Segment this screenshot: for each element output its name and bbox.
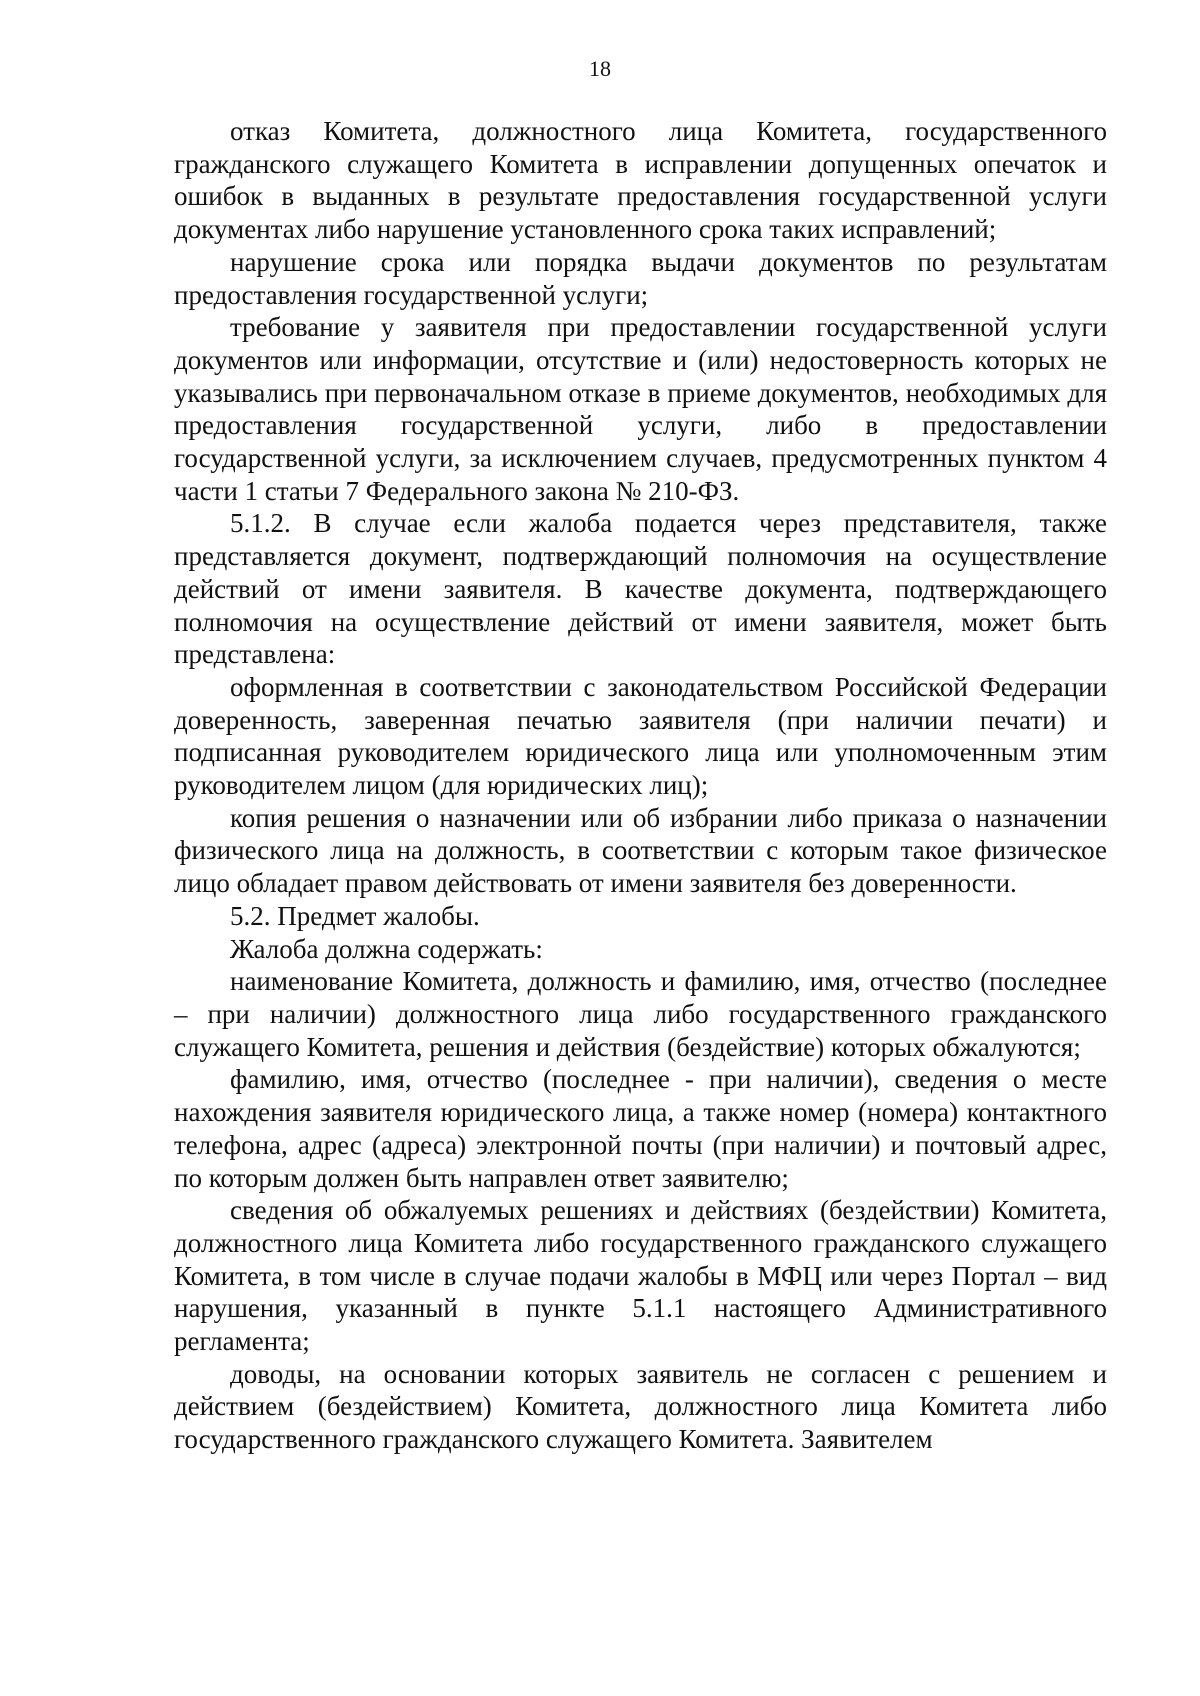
- document-body: [174, 115, 1107, 1456]
- paragraph-complaint-contents-intro: Жалоба должна содержать:: [230, 933, 543, 964]
- paragraph-applicant-details: фамилию, имя, отчество (последнее - при наличии), сведения о месте нахождения заявителя юридического лица, а также номер (номера) контактного телефона, адрес (адреса) электронной почты (при наличии) и почтовый адрес, по которым должен быть направлен ответ заявителю;: [174, 1064, 1107, 1193]
- paragraph-arguments: доводы, на основании которых заявитель не согласен с решением и действием (бездействием) Комитета, должностного лица Комитета либо государственного гражданского служащего Комитета. Заявителем: [174, 1358, 1107, 1455]
- paragraph-refusal-to-correct: отказ Комитета, должностного лица Комитета, государственного гражданского служащего Комитета в исправлении допущенных опечаток и ошибок в выданных в результате предоставления государственной услуги документах либо нарушение установленного срока таких исправлений;: [174, 116, 1107, 245]
- page-number: 18: [589, 56, 611, 81]
- paragraph-document-requirement: требование у заявителя при предоставлении государственной услуги документов или информации, отсутствие и (или) недостоверность которых не указывались при первоначальном отказе в приеме документов, необходимых для предоставления государственной услуги, либо в предоставлении государственной услуги, за исключением случаев, предусмотренных пунктом 4 части 1 статьи 7 Федерального закона № 210-ФЗ.: [174, 312, 1107, 506]
- paragraph-appointment-copy: копия решения о назначении или об избрании либо приказа о назначении физического лица на должность, в соответствии с которым такое физическое лицо обладает правом действовать от имени заявителя без доверенности.: [174, 802, 1107, 899]
- paragraph-appealed-decisions: сведения об обжалуемых решениях и действиях (бездействии) Комитета, должностного лица Комитета либо государственного гражданского служащего Комитета, в том числе в случае подачи жалобы в МФЦ или через Портал – вид нарушения, указанный в пункте 5.1.1 настоящего Административного регламента;: [174, 1195, 1107, 1357]
- paragraph-5-2-heading: 5.2. Предмет жалобы.: [230, 900, 480, 931]
- paragraph-5-1-2-representative: 5.1.2. В случае если жалоба подается через представителя, также представляется документ, подтверждающий полномочия на осуществление действий от имени заявителя. В качестве документа, подтверждающего полномочия на осуществление действий от имени заявителя, может быть представлена:: [174, 508, 1107, 670]
- paragraph-committee-name: наименование Комитета, должность и фамилию, имя, отчество (последнее – при наличии) должностного лица либо государственного гражданского служащего Комитета, решения и действия (бездействие) которых обжалуются;: [174, 966, 1107, 1062]
- paragraph-power-of-attorney: оформленная в соответствии с законодательством Российской Федерации доверенность, заверенная печатью заявителя (при наличии печати) и подписанная руководителем юридического лица или уполномоченным этим руководителем лицом (для юридических лиц);: [174, 671, 1107, 801]
- paragraph-issuance-deadline-violation: нарушение срока или порядка выдачи документов по результатам предоставления государственной услуги;: [174, 246, 1107, 310]
